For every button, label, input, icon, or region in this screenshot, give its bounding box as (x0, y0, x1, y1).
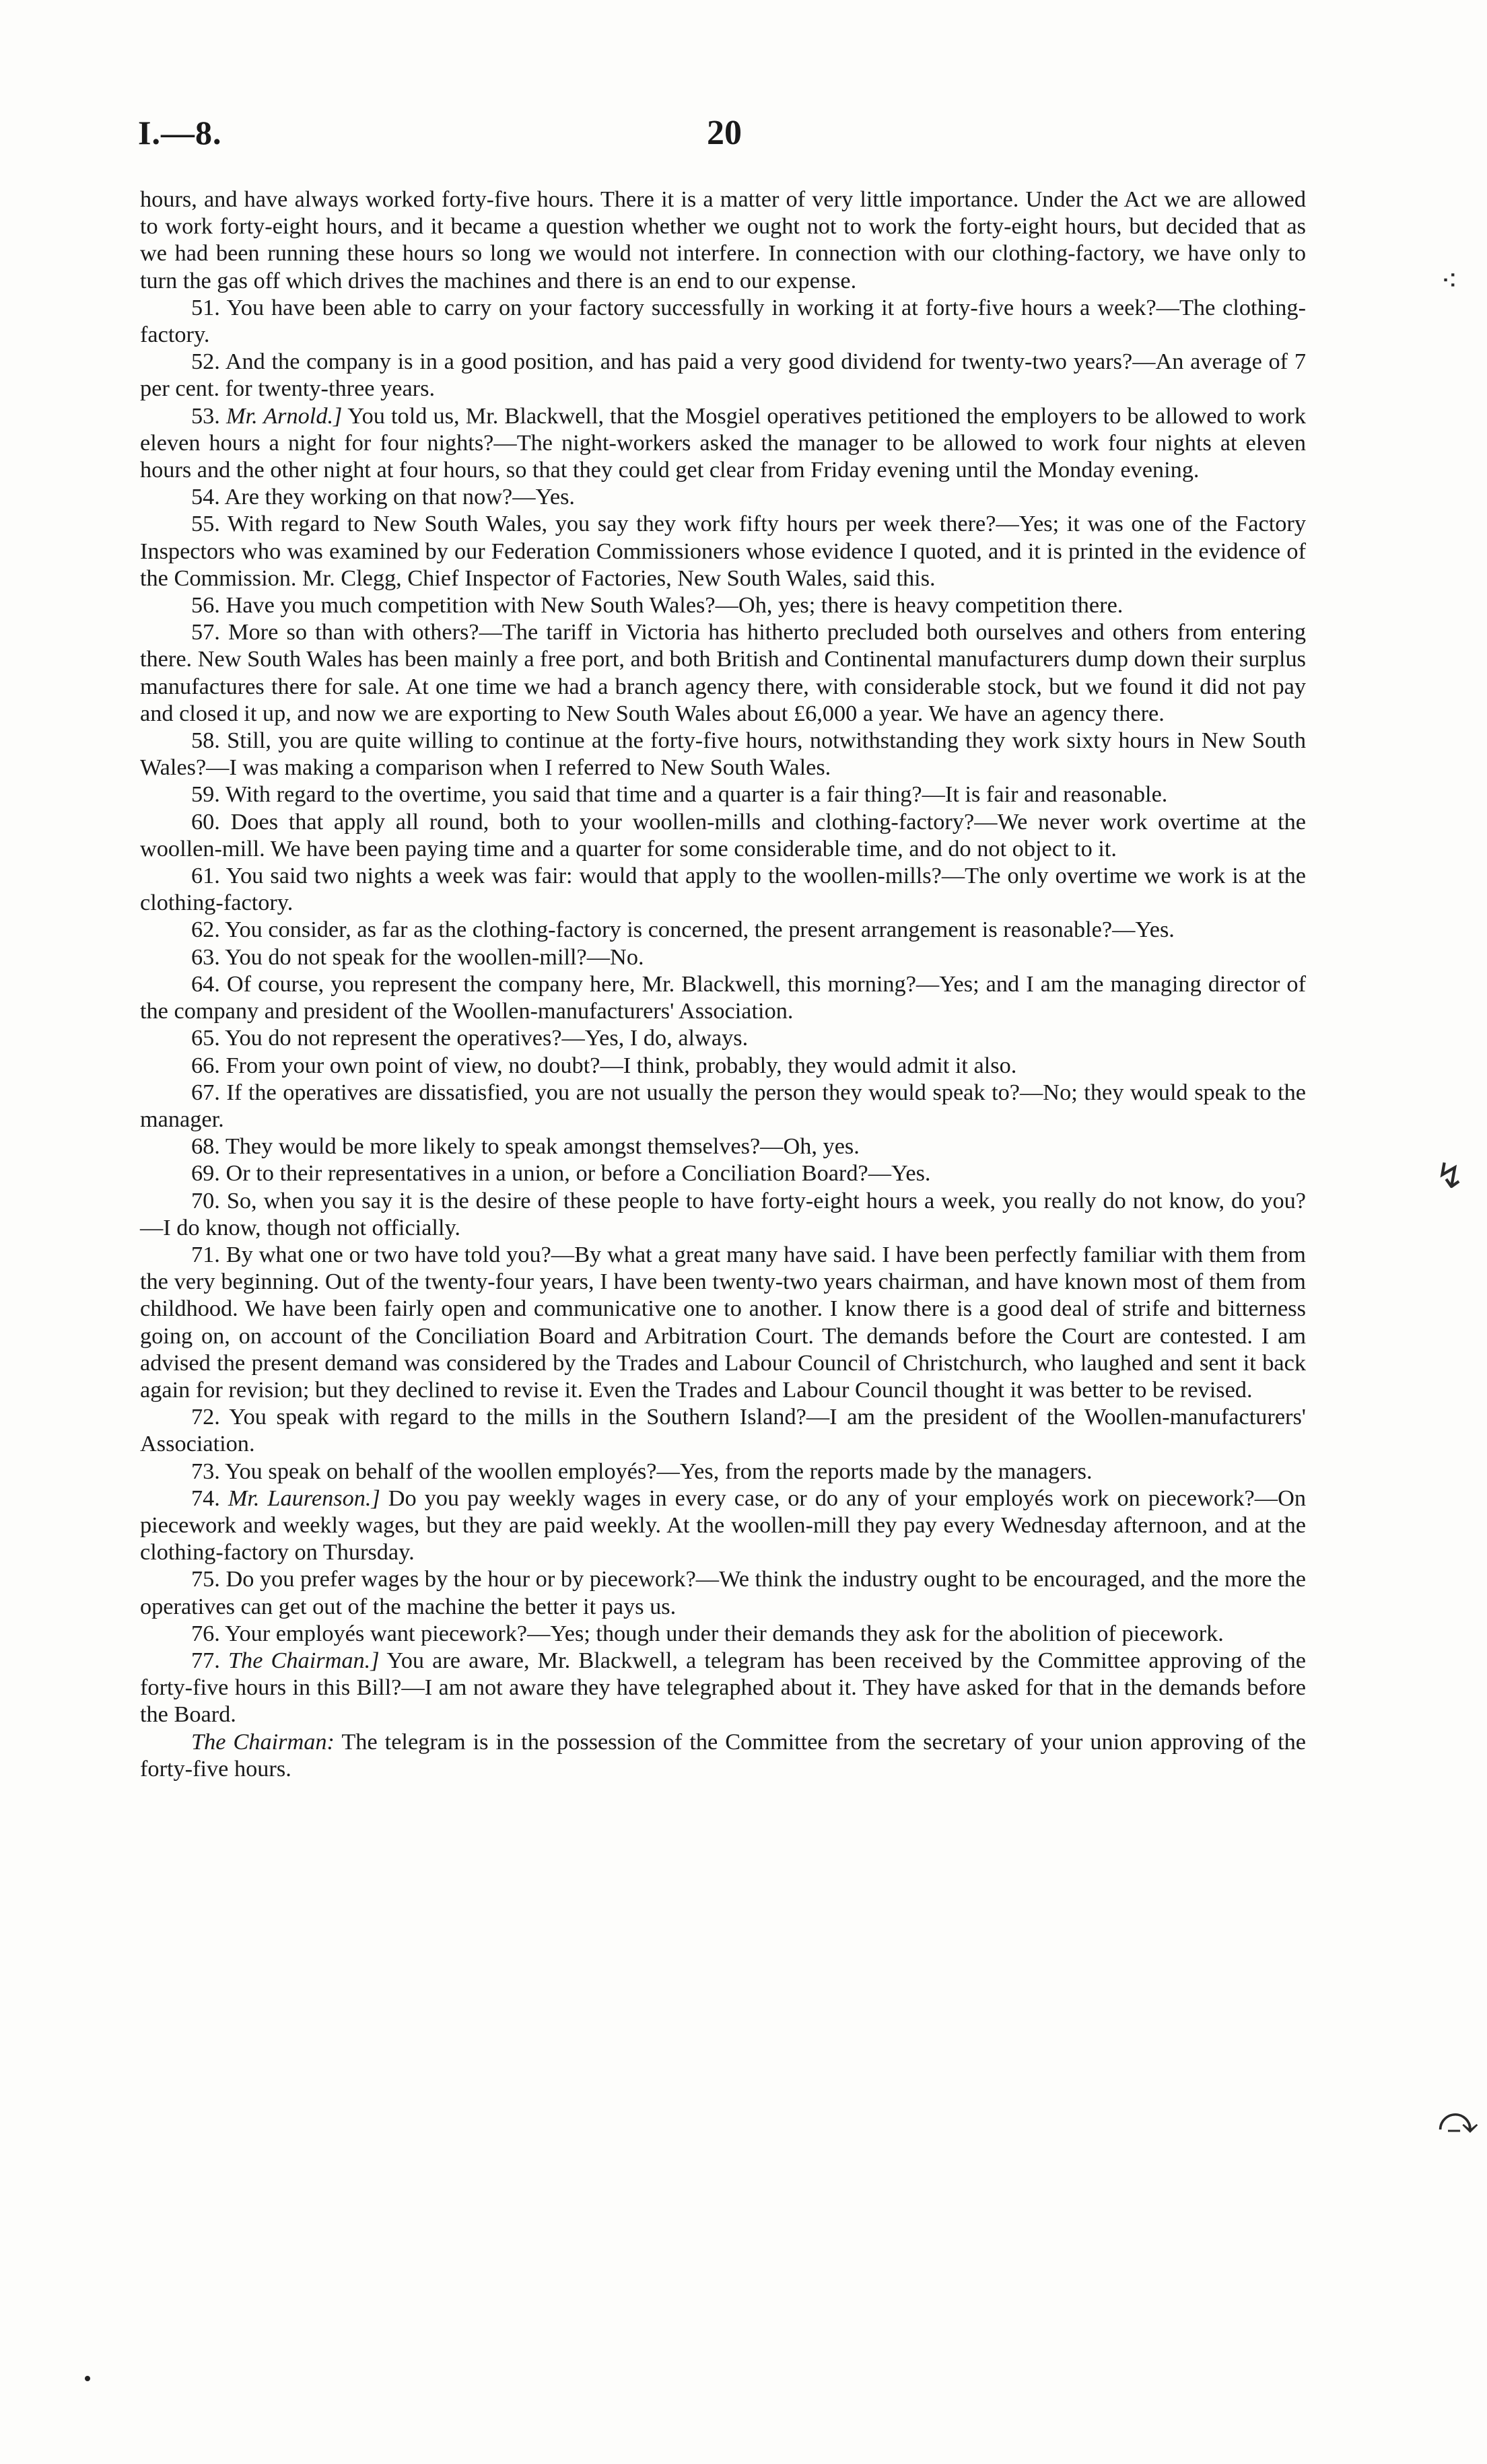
question-59: 59. With regard to the overtime, you said that time and a quarter is a fair thing?—It is fair and reasonable. (191, 781, 1168, 808)
page-header (138, 113, 1350, 160)
speaker-name: Mr. Laurenson.] (228, 1485, 380, 1511)
document-reference: I.—8. (138, 114, 222, 151)
margin-mark-icon: ⤼ (1438, 2099, 1478, 2142)
question-52: 52. And the company is in a good position, and has paid a very good dividend for twenty-two years?—An average of 7 per cent. for twenty-three years. (140, 349, 1306, 402)
question-57: 57. More so than with others?—The tariff in Victoria has hitherto precluded both ourselves and others from entering there. New South Wales has been mainly a free port, and both British and Continental manufacturers dump down their surplus manufactures there for sale. At one time we had a branch agency there, with considerable stock, but we found it did not pay and closed it up, and now we are exporting to New South Wales about £6,000 a year. We have an agency there. (140, 619, 1306, 726)
speaker-name: The Chairman: (191, 1728, 335, 1755)
question-51: 51. You have been able to carry on your factory successfully in working it at forty-five hours a week?—The clothing-factory. (140, 294, 1306, 348)
question-number: 74. (191, 1485, 220, 1511)
body-text (140, 186, 1306, 1782)
question-71: 71. By what one or two have told you?—By what a great many have said. I have been perfectly familiar with them from the very beginning. Out of the twenty-four years, I have been twenty-two years chairman, and have known most of them from childhood. We have been fairly open and communicative one to another. I know there is a good deal of strife and bitterness going on, on account of the Conciliation Board and Arbitration Court. The demands before the Court are contested. I am advised the present demand was considered by the Trades and Labour Council of Christchurch, who laughed and sent it back again for revision; but they declined to revise it. Even the Trades and Labour Council thought it was better to be revised. (140, 1241, 1306, 1403)
question-61: 61. You said two nights a week was fair: would that apply to the woollen-mills?—The only overtime we work is at the clothing-factory. (140, 863, 1306, 916)
question-53 (140, 402, 1306, 484)
question-64: 64. Of course, you represent the company here, Mr. Blackwell, this morning?—Yes; and I am the managing director of the company and president of the Woollen-manufacturers' Association. (140, 971, 1306, 1024)
question-65: 65. You do not represent the operatives?—Yes, I do, always. (191, 1025, 749, 1051)
question-73: 73. You speak on behalf of the woollen employés?—Yes, from the reports made by the managers. (191, 1458, 1093, 1484)
question-63: 63. You do not speak for the woollen-mill?—No. (191, 944, 644, 970)
question-67: 67. If the operatives are dissatisfied, you are not usually the person they would speak to?—No; they would speak to the manager. (140, 1079, 1306, 1132)
question-69: 69. Or to their representatives in a union, or before a Conciliation Board?—Yes. (191, 1160, 931, 1187)
question-text: Do you pay weekly wages in every case, or do any of your employés work on piecework?—On piecework and weekly wages, but they are paid weekly. At the woollen-mill they pay every Wednesday afternoon, and at the clothing-factory on Thursday. (140, 1485, 1306, 1565)
margin-mark-icon: ⁖ (1441, 264, 1458, 298)
speaker-name: Mr. Arnold.] (226, 402, 343, 429)
question-number: 53. (191, 402, 220, 429)
question-74 (140, 1485, 1306, 1566)
paragraph-continuation: hours, and have always worked forty-five hours. There it is a matter of very little importance. Under the Act we are allowed to work forty-eight hours, and it became a question whether we ought not to work the forty-eight hours, but decided that as we had been running these hours so long we would not interfere. In connection with our clothing-factory, we have only to turn the gas off which drives the machines and there is an end to our expense. (140, 186, 1306, 293)
question-62: 62. You consider, as far as the clothing-factory is concerned, the present arrangement is reasonable?—Yes. (191, 917, 1175, 943)
question-text: You told us, Mr. Blackwell, that the Mosgiel operatives petitioned the employers to be allowed to work eleven hours a night for four nights?—The night-workers asked the manager to be allowed to work four nights at eleven hours and the other night at four hours, so that they could get clear from Friday evening until the Monday evening. (140, 402, 1306, 483)
question-72: 72. You speak with regard to the mills in the Southern Island?—I am the president of the Woollen-manufacturers' Association. (140, 1404, 1306, 1457)
question-number: 77. (191, 1647, 220, 1673)
question-55: 55. With regard to New South Wales, you say they work fifty hours per week there?—Yes; it was one of the Factory Inspectors who was examined by our Federation Commissioners whose evidence I quoted, and it is printed in the evidence of the Commission. Mr. Clegg, Chief Inspector of Factories, New South Wales, said this. (140, 511, 1306, 591)
question-70: 70. So, when you say it is the desire of these people to have forty-eight hours a week, you really do not know, do you?—I do know, though not officially. (140, 1187, 1306, 1240)
ink-speck-icon (85, 2376, 90, 2381)
chairman-statement (140, 1728, 1306, 1782)
question-68: 68. They would be more likely to speak amongst themselves?—Oh, yes. (191, 1133, 860, 1160)
question-77 (140, 1647, 1306, 1728)
question-75: 75. Do you prefer wages by the hour or by piecework?—We think the industry ought to be encouraged, and the more the operatives can get out of the machine the better it pays us. (140, 1566, 1306, 1619)
question-54: 54. Are they working on that now?—Yes. (191, 484, 575, 510)
question-66: 66. From your own point of view, no doubt?—I think, probably, they would admit it also. (191, 1052, 1017, 1078)
statement-text: The telegram is in the possession of the Committee from the secretary of your union approving of the forty-five hours. (140, 1728, 1306, 1782)
question-text: You are aware, Mr. Blackwell, a telegram has been received by the Committee approving of the forty-five hours in this Bill?—I am not aware they have telegraphed about it. They have asked for that in the demands before the Board. (140, 1647, 1306, 1728)
page-number: 20 (707, 114, 742, 152)
speaker-name: The Chairman.] (228, 1647, 380, 1673)
question-60: 60. Does that apply all round, both to your woollen-mills and clothing-factory?—We never work overtime at the woollen-mill. We have been paying time and a quarter for some considerable time, and do not object to it. (140, 808, 1306, 861)
question-76: 76. Your employés want piecework?—Yes; though under their demands they ask for the abolition of piecework. (191, 1620, 1224, 1646)
question-58: 58. Still, you are quite willing to continue at the forty-five hours, notwithstanding they work sixty hours in New South Wales?—I was making a comparison when I referred to New South Wales. (140, 728, 1306, 781)
question-56: 56. Have you much competition with New South Wales?—Oh, yes; there is heavy competition there. (191, 592, 1123, 619)
margin-mark-icon: ↯ (1435, 1156, 1465, 1197)
